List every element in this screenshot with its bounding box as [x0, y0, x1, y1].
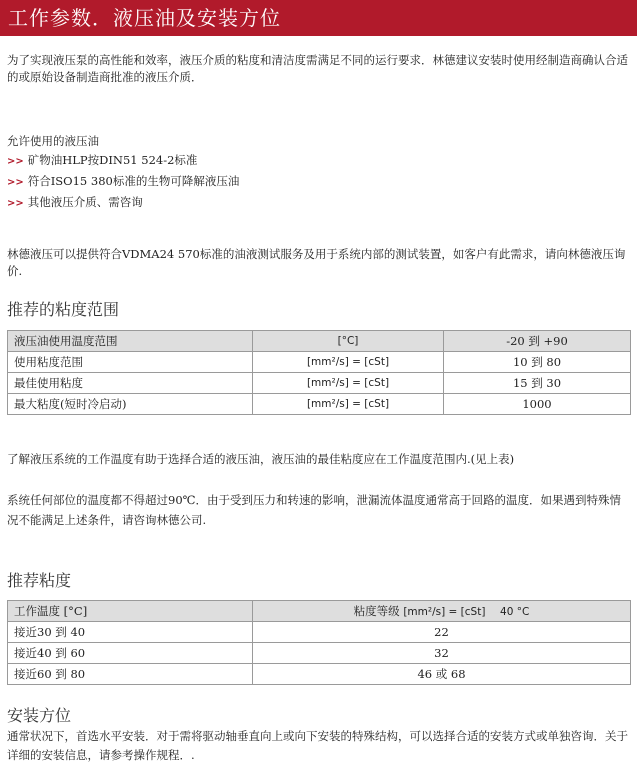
double-chevron-icon: >>: [7, 177, 24, 188]
double-chevron-icon: >>: [7, 156, 24, 167]
mounting-orientation-heading: 安装方位: [7, 706, 72, 725]
temperature-note: 了解液压系统的工作温度有助于选择合适的液压油，液压油的最佳粘度应在工作温度范围内.(见上表): [7, 452, 515, 466]
page-title-banner: [0, 0, 637, 36]
allowed-oils-list: [7, 153, 239, 216]
table-row: 液压油使用温度范围 [°C] -20 到 +90: [8, 331, 631, 352]
list-item: >> 符合ISO15 380标准的生物可降解液压油: [7, 174, 240, 188]
table-row: 最大粘度(短时冷启动) [mm²/s] = [cSt] 1000: [8, 394, 631, 415]
table-row: 最佳使用粘度 [mm²/s] = [cSt] 15 到 30: [8, 373, 631, 394]
recommended-viscosity-table: [7, 600, 631, 685]
system-temperature-note: 系统任何部位的温度都不得超过90℃．由于受到压力和转速的影响，泄漏流体温度通常高于回路的温度．如果遇到特殊情况不能满足上述条件，请咨询林德公司.: [7, 493, 621, 527]
viscosity-range-table: [7, 330, 631, 415]
table-header-row: 工作温度 [°C] 粘度等级 [mm²/s] = [cSt] 40 °C: [8, 601, 631, 622]
list-item: >> 矿物油HLP按DIN51 524-2标准: [7, 153, 198, 167]
table-row: 接近30 到 40 22: [8, 622, 631, 643]
table-row: 接近60 到 80 46 或 68: [8, 664, 631, 685]
recommended-viscosity-heading: 推荐粘度: [7, 571, 72, 590]
list-item: >> 其他液压介质、需咨询: [7, 195, 143, 209]
page-title: 工作参数．液压油及安装方位: [8, 6, 281, 30]
allowed-oils-title: 允许使用的液压油: [7, 134, 99, 148]
intro-paragraph: 为了实现液压泵的高性能和效率，液压介质的粘度和清洁度需满足不同的运行要求．林德建议安装时使用经制造商确认合适的或原始设备制造商批准的液压介质．: [7, 53, 628, 84]
double-chevron-icon: >>: [7, 198, 24, 209]
table-row: 使用粘度范围 [mm²/s] = [cSt] 10 到 80: [8, 352, 631, 373]
mounting-orientation-text: 通常状况下，首选水平安装．对于需将驱动轴垂直向上或向下安装的特殊结构，可以选择合适的安装方式或单独咨询．关于详细的安装信息，请参考操作规程．.: [7, 729, 628, 762]
table-row: 接近40 到 60 32: [8, 643, 631, 664]
viscosity-range-heading: 推荐的粘度范围: [7, 300, 120, 319]
vdma-note: 林德液压可以提供符合VDMA24 570标准的油液测试服务及用于系统内部的测试装置，如客户有此需求，请向林德液压询价.: [7, 247, 626, 278]
